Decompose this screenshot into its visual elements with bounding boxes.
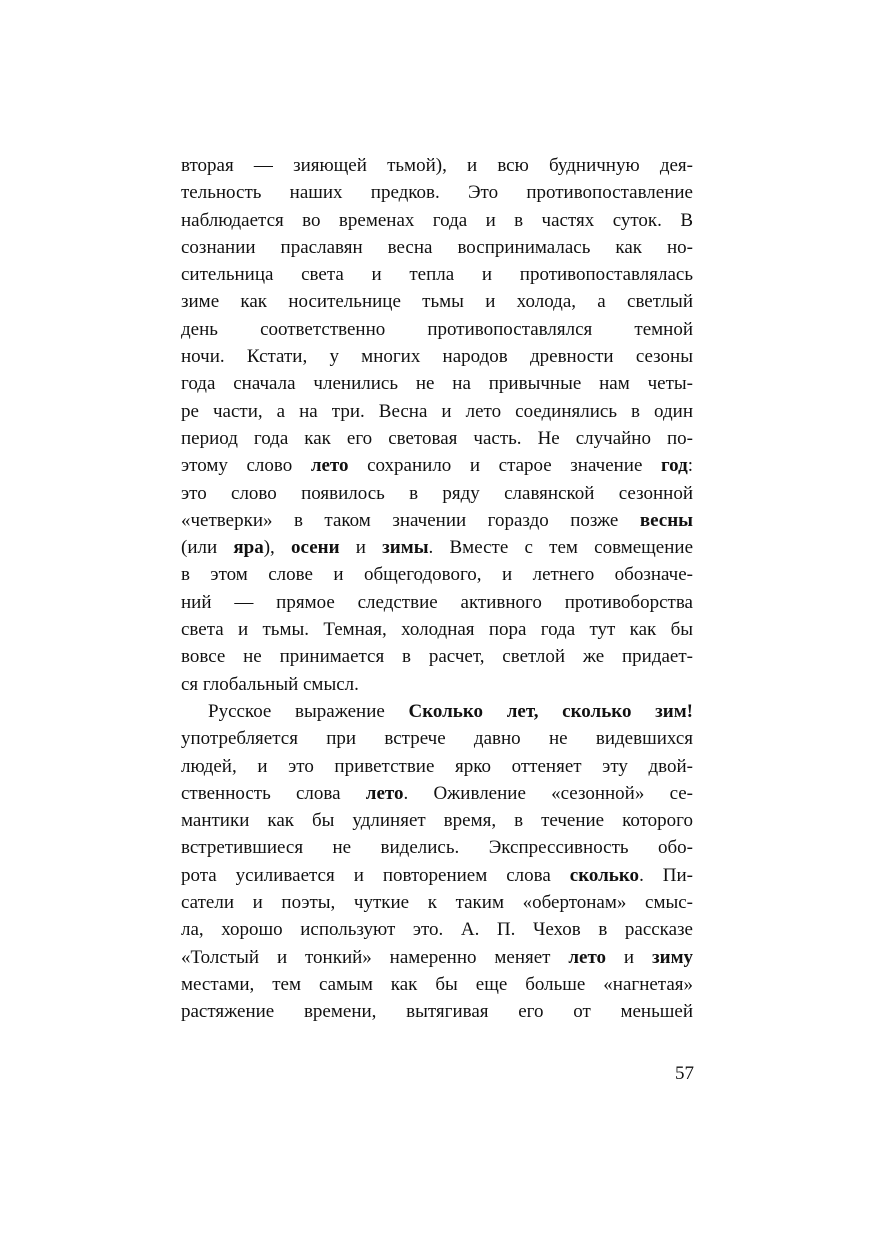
- page-number: 57: [675, 1063, 694, 1084]
- text-run: людей, и это приветствие ярко оттеняет эту двой-: [181, 755, 693, 777]
- text-line: [181, 480, 693, 507]
- text-line: [181, 944, 693, 971]
- text-line: [181, 862, 693, 889]
- bold-term: зимы: [382, 537, 429, 559]
- bold-term: лето: [568, 946, 607, 968]
- bold-term: лето: [310, 455, 349, 477]
- text-line: [181, 534, 693, 561]
- text-run: и: [339, 537, 383, 559]
- text-line: [181, 507, 693, 534]
- bold-term: зиму: [651, 946, 693, 968]
- text-run: наблюдается во временах года и в частях суток. В: [181, 209, 693, 231]
- text-line: [181, 616, 693, 643]
- text-line: [181, 753, 693, 780]
- text-run: ла, хорошо используют это. А. П. Чехов в рассказе: [181, 919, 693, 941]
- text-run: «Толстый и тонкий» намеренно меняет: [181, 946, 569, 968]
- text-line: [181, 152, 693, 179]
- text-run: света и тьмы. Темная, холодная пора года тут как бы: [181, 619, 693, 641]
- text-line: [181, 889, 693, 916]
- text-line: [181, 643, 693, 670]
- text-run: вовсе не принимается в расчет, светлой же придает-: [181, 646, 693, 668]
- text-run: встретившиеся не виделись. Экспрессивность обо-: [181, 837, 693, 859]
- text-run: сатели и поэты, чуткие к таким «обертонам» смыс-: [181, 892, 693, 914]
- text-run: ственность слова: [181, 782, 366, 804]
- text-line: [181, 807, 693, 834]
- text-line: [181, 725, 693, 752]
- text-line: [181, 316, 693, 343]
- text-run: местами, тем самым как бы еще больше «нагнетая»: [181, 973, 693, 995]
- bold-term: лето: [365, 782, 404, 804]
- text-run: ний — прямое следствие активного противоборства: [181, 591, 693, 613]
- text-run: рота усиливается и повторением слова: [181, 864, 570, 886]
- text-run: это слово появилось в ряду славянской сезонной: [181, 482, 693, 504]
- text-line: [181, 671, 693, 698]
- text-line: [181, 452, 693, 479]
- text-line: [181, 370, 693, 397]
- text-line: [181, 234, 693, 261]
- text-run: сознании праславян весна воспринималась как но-: [181, 236, 693, 258]
- page-text: [181, 152, 693, 1026]
- text-line: [181, 343, 693, 370]
- text-run: тельность наших предков. Это противопоставление: [181, 182, 693, 204]
- paragraph-2: [181, 698, 693, 1026]
- text-run: . Пи-: [639, 864, 693, 886]
- bold-term: яра: [233, 537, 264, 559]
- text-line: [181, 698, 693, 725]
- text-run: сительница света и тепла и противопоставлялась: [181, 264, 693, 286]
- text-line: [181, 261, 693, 288]
- text-run: сохранило и старое значение: [348, 455, 661, 477]
- text-line: [181, 288, 693, 315]
- bold-term: сколько: [569, 864, 640, 886]
- text-line: [181, 780, 693, 807]
- text-line: [181, 179, 693, 206]
- text-line: [181, 916, 693, 943]
- text-line: [181, 589, 693, 616]
- text-run: вторая — зияющей тьмой), и всю будничную дея-: [181, 155, 693, 176]
- text-run: ),: [263, 537, 292, 559]
- text-run: мантики как бы удлиняет время, в течение которого: [181, 810, 693, 832]
- text-run: день соответственно противопоставлялся темной: [181, 318, 693, 340]
- text-line: [181, 834, 693, 861]
- text-line: [181, 425, 693, 452]
- text-run: (или: [181, 537, 234, 559]
- text-run: зиме как носительнице тьмы и холода, а светлый: [181, 291, 693, 313]
- text-run: «четверки» в таком значении гораздо позже: [181, 509, 640, 531]
- text-run: период года как его световая часть. Не случайно по-: [181, 427, 693, 449]
- paragraph-1: [181, 152, 693, 698]
- bold-term: Сколько лет, сколько зим!: [408, 700, 693, 722]
- text-run: употребляется при встрече давно не видевшихся: [181, 728, 693, 750]
- text-run: :: [687, 455, 693, 477]
- text-run: года сначала членились не на привычные нам четы-: [181, 373, 693, 395]
- text-run: ре части, а на три. Весна и лето соединялись в один: [181, 400, 693, 422]
- text-run: ночи. Кстати, у многих народов древности сезоны: [181, 346, 693, 368]
- text-line: [181, 207, 693, 234]
- text-run: . Оживление «сезонной» се-: [403, 782, 693, 804]
- text-run: растяжение времени, вытягивая его от меньшей: [181, 1001, 693, 1023]
- text-run: Русское выражение: [208, 700, 409, 722]
- bold-term: осени: [291, 537, 340, 559]
- text-run: . Вместе с тем совмещение: [428, 537, 693, 559]
- text-run: ся глобальный смысл.: [181, 673, 359, 695]
- text-run: этому слово: [181, 455, 311, 477]
- text-run: и: [606, 946, 652, 968]
- text-line: [181, 561, 693, 588]
- text-line: [181, 971, 693, 998]
- bold-term: весны: [639, 509, 693, 531]
- text-line: [181, 398, 693, 425]
- text-line: [181, 998, 693, 1025]
- text-run: в этом слове и общегодового, и летнего обозначе-: [181, 564, 693, 586]
- bold-term: год: [661, 455, 688, 477]
